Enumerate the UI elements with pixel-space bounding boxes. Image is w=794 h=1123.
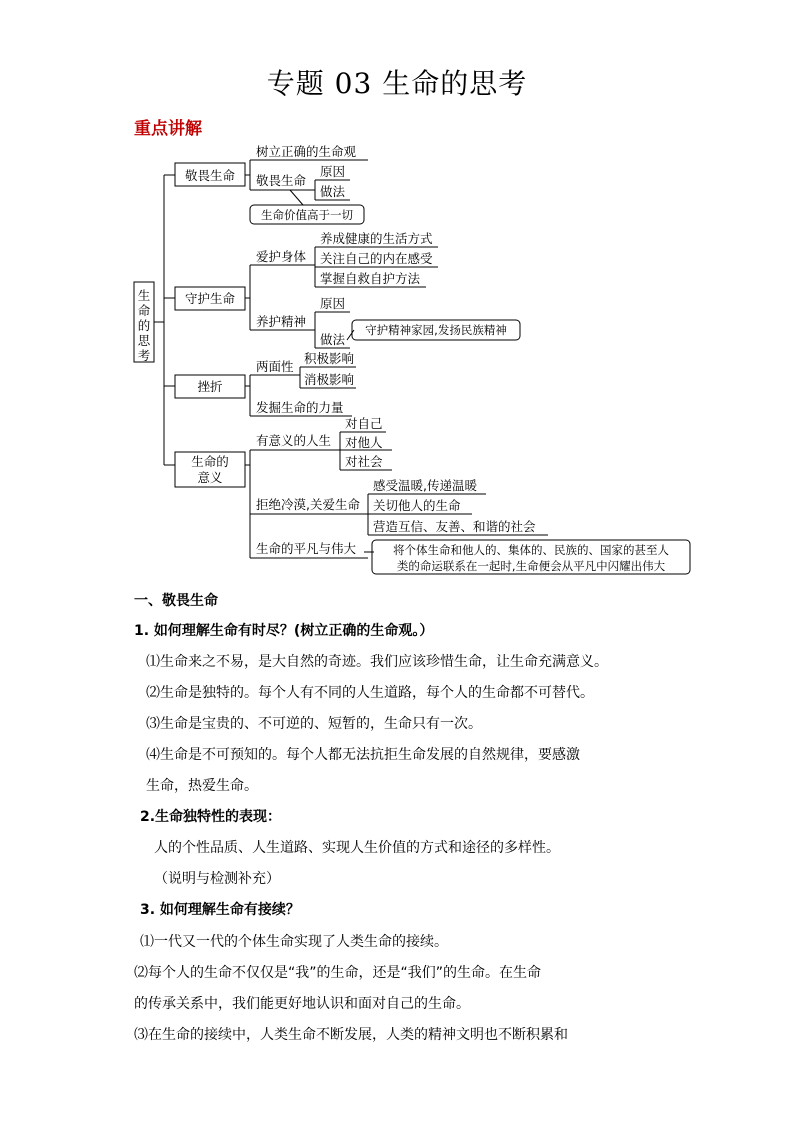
b2-c1b: 关注自己的内在感受 [320,251,433,266]
b1-note: 生命价值高于一切 [261,208,353,222]
b4-c2b: 关切他人的生命 [373,498,461,513]
b4-c3: 生命的平凡与伟大 [256,541,357,556]
branch-setback-label: 挫折 [197,379,223,394]
answer-3-point-2-line-2: 的传承关系中，我们能更好地认识和面对自己的生命。 [134,996,470,1012]
b4-note-line-2: 类的命运联系在一起时,生命便会从平凡中闪耀出伟大 [396,559,666,573]
section-heading-key-points: 重点讲解 [134,119,202,139]
root-char-1: 生 [137,288,151,303]
b1-c2b: 做法 [320,184,346,199]
b4-c2a: 感受温暖,传递温暖 [373,478,477,493]
root-char-4: 思 [137,333,151,348]
root-char-3: 的 [137,318,151,333]
branch-respect-life-label: 敬畏生命 [184,168,236,183]
b4-c2c: 营造互信、友善、和谐的社会 [373,519,536,534]
answer-1-point-2: ⑵生命是独特的。每个人有不同的人生道路，每个人的生命都不可替代。 [146,685,594,701]
root-char-2: 命 [137,303,151,318]
b2-c1: 爱护身体 [256,249,307,264]
b1-c2a: 原因 [320,164,346,179]
b4-c1: 有意义的人生 [256,433,332,448]
question-2: 2.生命独特性的表现： [140,809,282,825]
b2-note: 守护精神家园,发扬民族精神 [365,323,507,337]
answer-1-point-1: ⑴生命来之不易，是大自然的奇迹。我们应该珍惜生命，让生命充满意义。 [146,654,608,670]
b2-c2b: 做法 [320,332,346,347]
b4-c1c: 对社会 [345,454,383,469]
answer-2-note: （说明与检测补充） [154,871,280,887]
b3-c1a: 积极影响 [304,351,355,366]
answer-1-point-4-line-1: ⑷生命是不可预知的。每个人都无法抗拒生命发展的自然规律，要感激 [146,747,580,763]
answer-3-point-2-line-1: ⑵每个人的生命不仅仅是“我”的生命，还是“我们”的生命。在生命 [134,965,542,981]
branch-meaning-label-1: 生命的 [191,454,229,469]
answer-3-point-3: ⑶在生命的接续中，人类生命不断发展，人类的精神文明也不断积累和 [134,1027,568,1043]
branch-meaning-label-2: 意义 [197,470,223,485]
b2-c2: 养护精神 [256,314,307,329]
b4-c1a: 对自己 [345,416,383,431]
section-heading-respect-life: 一、敬畏生命 [134,593,218,609]
question-1: 1. 如何理解生命有时尽？(树立正确的生命观。） [134,623,434,639]
answer-1-point-3: ⑶生命是宝贵的、不可逆的、短暂的，生命只有一次。 [146,716,482,732]
page-title: 专题 03 生命的思考 [266,67,528,100]
b1-c2: 敬畏生命 [256,173,307,188]
question-3: 3. 如何理解生命有接续？ [140,902,300,918]
b2-c1c: 掌握自救自护方法 [320,271,421,286]
b2-c2a: 原因 [320,296,346,311]
b2-c1a: 养成健康的生活方式 [320,231,433,246]
b3-c1: 两面性 [256,359,294,374]
b4-note-line-1: 将个体生命和他人的、集体的、民族的、国家的甚至人 [393,543,669,557]
b3-c2: 发掘生命的力量 [256,400,344,415]
b4-c1b: 对他人 [345,435,383,450]
answer-3-point-1: ⑴一代又一代的个体生命实现了人类生命的接续。 [140,934,448,950]
b4-c2: 拒绝冷漠,关爱生命 [256,497,360,512]
answer-1-point-4-line-2: 生命，热爱生命。 [146,778,258,794]
b1-c1: 树立正确的生命观 [256,144,357,159]
answer-2: 人的个性品质、人生道路、实现人生价值的方式和途径的多样性。 [154,840,560,856]
branch-protect-life-label: 守护生命 [184,291,236,306]
b3-c1b: 消极影响 [304,372,355,387]
root-char-5: 考 [137,348,151,363]
